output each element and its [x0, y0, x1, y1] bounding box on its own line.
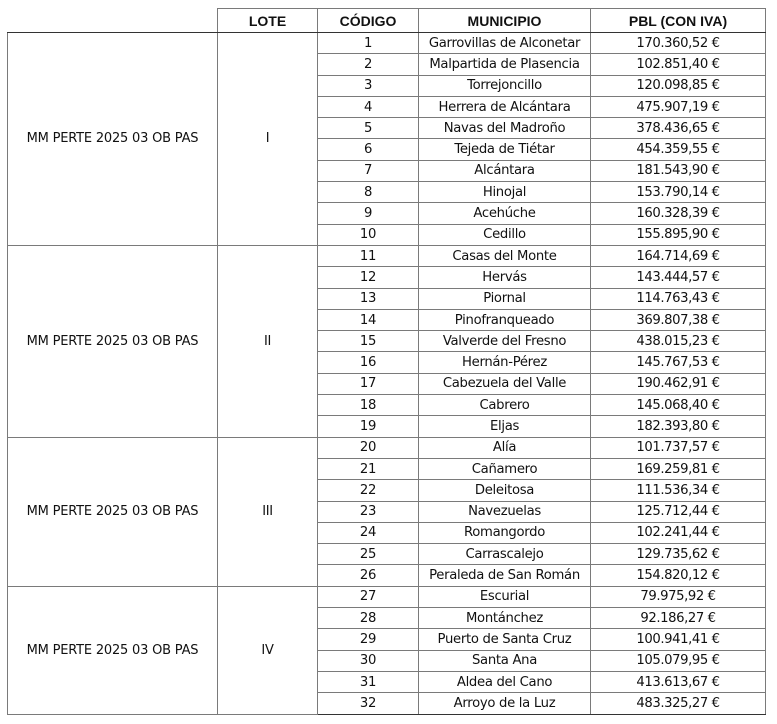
pbl-cell: 454.359,55 € — [591, 139, 766, 160]
codigo-cell: 1 — [318, 33, 419, 54]
municipio-cell: Acehúche — [419, 203, 591, 224]
codigo-cell: 11 — [318, 245, 419, 266]
pbl-cell: 125.712,44 € — [591, 501, 766, 522]
codigo-cell: 30 — [318, 650, 419, 671]
municipio-cell: Montánchez — [419, 608, 591, 629]
pbl-cell: 105.079,95 € — [591, 650, 766, 671]
pbl-cell: 170.360,52 € — [591, 33, 766, 54]
municipio-cell: Alcántara — [419, 160, 591, 181]
pbl-cell: 145.767,53 € — [591, 352, 766, 373]
pbl-cell: 160.328,39 € — [591, 203, 766, 224]
pbl-cell: 438.015,23 € — [591, 331, 766, 352]
pbl-cell: 120.098,85 € — [591, 75, 766, 96]
pbl-cell: 102.241,44 € — [591, 522, 766, 543]
codigo-cell: 16 — [318, 352, 419, 373]
municipio-cell: Casas del Monte — [419, 245, 591, 266]
lote-cell: I — [218, 33, 318, 246]
codigo-cell: 31 — [318, 671, 419, 692]
municipio-cell: Valverde del Fresno — [419, 331, 591, 352]
municipio-cell: Cabrero — [419, 395, 591, 416]
pbl-cell: 101.737,57 € — [591, 437, 766, 458]
municipio-cell: Arroyo de la Luz — [419, 693, 591, 714]
codigo-cell: 2 — [318, 54, 419, 75]
municipio-cell: Cedillo — [419, 224, 591, 245]
expediente-cell: MM PERTE 2025 03 OB PAS — [8, 437, 218, 586]
table-row — [8, 33, 766, 54]
municipio-cell: Garrovillas de Alconetar — [419, 33, 591, 54]
codigo-cell: 26 — [318, 565, 419, 586]
pbl-cell: 111.536,34 € — [591, 480, 766, 501]
municipio-cell: Santa Ana — [419, 650, 591, 671]
codigo-cell: 17 — [318, 373, 419, 394]
header-lote: LOTE — [218, 9, 318, 33]
pbl-cell: 182.393,80 € — [591, 416, 766, 437]
pbl-cell: 100.941,41 € — [591, 629, 766, 650]
pbl-cell: 114.763,43 € — [591, 288, 766, 309]
pbl-cell: 483.325,27 € — [591, 693, 766, 714]
header-blank-cell — [8, 9, 218, 33]
pbl-cell: 154.820,12 € — [591, 565, 766, 586]
municipio-cell: Herrera de Alcántara — [419, 96, 591, 117]
municipio-cell: Escurial — [419, 586, 591, 607]
pbl-cell: 475.907,19 € — [591, 96, 766, 117]
table-row — [8, 245, 766, 266]
pbl-cell: 92.186,27 € — [591, 608, 766, 629]
municipio-cell: Tejeda de Tiétar — [419, 139, 591, 160]
codigo-cell: 5 — [318, 118, 419, 139]
header-municipio: MUNICIPIO — [419, 9, 591, 33]
municipio-cell: Malpartida de Plasencia — [419, 54, 591, 75]
municipio-cell: Puerto de Santa Cruz — [419, 629, 591, 650]
codigo-cell: 12 — [318, 267, 419, 288]
codigo-cell: 7 — [318, 160, 419, 181]
codigo-cell: 23 — [318, 501, 419, 522]
codigo-cell: 22 — [318, 480, 419, 501]
pbl-cell: 378.436,65 € — [591, 118, 766, 139]
lote-cell: IV — [218, 586, 318, 714]
expediente-cell: MM PERTE 2025 03 OB PAS — [8, 33, 218, 246]
codigo-cell: 27 — [318, 586, 419, 607]
pbl-cell: 413.613,67 € — [591, 671, 766, 692]
municipio-cell: Eljas — [419, 416, 591, 437]
codigo-cell: 4 — [318, 96, 419, 117]
codigo-cell: 9 — [318, 203, 419, 224]
codigo-cell: 13 — [318, 288, 419, 309]
lote-cell: III — [218, 437, 318, 586]
expediente-cell: MM PERTE 2025 03 OB PAS — [8, 586, 218, 714]
codigo-cell: 15 — [318, 331, 419, 352]
municipio-cell: Alía — [419, 437, 591, 458]
municipio-cell: Cabezuela del Valle — [419, 373, 591, 394]
pbl-cell: 369.807,38 € — [591, 309, 766, 330]
table-row — [8, 586, 766, 607]
municipio-cell: Navezuelas — [419, 501, 591, 522]
pbl-cell: 145.068,40 € — [591, 395, 766, 416]
codigo-cell: 20 — [318, 437, 419, 458]
lotes-table — [7, 8, 766, 715]
codigo-cell: 24 — [318, 522, 419, 543]
expediente-cell: MM PERTE 2025 03 OB PAS — [8, 245, 218, 437]
municipio-cell: Peraleda de San Román — [419, 565, 591, 586]
table-row — [8, 437, 766, 458]
municipio-cell: Hernán-Pérez — [419, 352, 591, 373]
codigo-cell: 28 — [318, 608, 419, 629]
table-body — [8, 33, 766, 715]
municipio-cell: Romangordo — [419, 522, 591, 543]
municipio-cell: Navas del Madroño — [419, 118, 591, 139]
header-pbl: PBL (CON IVA) — [591, 9, 766, 33]
header-row — [8, 9, 766, 33]
pbl-cell: 143.444,57 € — [591, 267, 766, 288]
codigo-cell: 6 — [318, 139, 419, 160]
pbl-cell: 190.462,91 € — [591, 373, 766, 394]
codigo-cell: 19 — [318, 416, 419, 437]
pbl-cell: 181.543,90 € — [591, 160, 766, 181]
codigo-cell: 10 — [318, 224, 419, 245]
municipio-cell: Aldea del Cano — [419, 671, 591, 692]
header-codigo: CÓDIGO — [318, 9, 419, 33]
pbl-cell: 155.895,90 € — [591, 224, 766, 245]
municipio-cell: Cañamero — [419, 458, 591, 479]
codigo-cell: 29 — [318, 629, 419, 650]
pbl-cell: 102.851,40 € — [591, 54, 766, 75]
municipio-cell: Hinojal — [419, 182, 591, 203]
municipio-cell: Deleitosa — [419, 480, 591, 501]
pbl-cell: 129.735,62 € — [591, 544, 766, 565]
codigo-cell: 8 — [318, 182, 419, 203]
municipio-cell: Torrejoncillo — [419, 75, 591, 96]
codigo-cell: 32 — [318, 693, 419, 714]
municipio-cell: Piornal — [419, 288, 591, 309]
municipio-cell: Carrascalejo — [419, 544, 591, 565]
municipio-cell: Pinofranqueado — [419, 309, 591, 330]
codigo-cell: 25 — [318, 544, 419, 565]
pbl-cell: 164.714,69 € — [591, 245, 766, 266]
pbl-cell: 79.975,92 € — [591, 586, 766, 607]
codigo-cell: 21 — [318, 458, 419, 479]
lote-cell: II — [218, 245, 318, 437]
codigo-cell: 18 — [318, 395, 419, 416]
pbl-cell: 153.790,14 € — [591, 182, 766, 203]
codigo-cell: 14 — [318, 309, 419, 330]
municipio-cell: Hervás — [419, 267, 591, 288]
codigo-cell: 3 — [318, 75, 419, 96]
pbl-cell: 169.259,81 € — [591, 458, 766, 479]
